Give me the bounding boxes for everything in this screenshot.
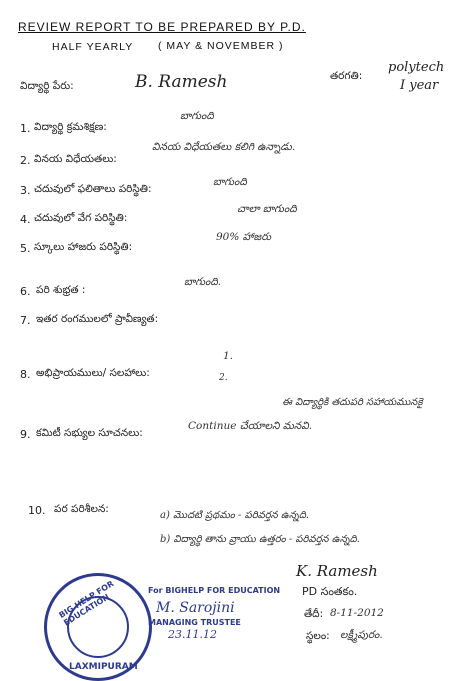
- item-number: 4.: [20, 213, 31, 226]
- item-answer-2: 2.: [219, 373, 228, 383]
- trustee-signature: M. Sarojini: [156, 600, 235, 616]
- item-answer-2: Continue చేయాలని మనవి.: [188, 420, 313, 432]
- item-number: 3.: [20, 184, 31, 197]
- item-answer: చాలా బాగుంది: [237, 203, 297, 215]
- item-answer: 90% హాజరు: [216, 231, 272, 243]
- item-label: పర పరిశీలన:: [54, 503, 109, 515]
- item-answer: బాగుంది: [180, 110, 214, 122]
- item-label: అభిప్రాయములు/ సలహాలు:: [36, 367, 150, 379]
- item-label: వినయ విధేయతలు:: [34, 153, 117, 165]
- report-period: ( MAY & NOVEMBER ): [158, 40, 284, 52]
- student-name-label: విద్యార్థి పేరు:: [20, 80, 74, 92]
- pd-place-value: లక్ష్మీపురం.: [340, 629, 383, 641]
- item-number: 8.: [20, 368, 31, 381]
- pd-signature: K. Ramesh: [296, 562, 378, 580]
- item-number: 9.: [20, 428, 31, 441]
- item-answer: a) మొదటి ప్రథమం - పరివర్తన ఉన్నది.: [160, 510, 310, 521]
- trustee-date: 23.11.12: [168, 628, 217, 641]
- item-label: కమిటీ సభ్యుల సూచనలు:: [36, 427, 143, 439]
- item-label: చదువులో ఫలితాలు పరిస్థితి:: [34, 183, 152, 195]
- report-subtitle: HALF YEARLY: [52, 41, 134, 53]
- item-number: 2.: [20, 154, 31, 167]
- trust-seal: [44, 573, 152, 681]
- item-number: 5.: [20, 242, 31, 255]
- pd-place-label: స్థలం:: [306, 630, 330, 642]
- item-number: 6.: [20, 285, 31, 298]
- item-label: ఇతర రంగములలో ప్రావీణ్యత:: [36, 313, 159, 325]
- item-number: 10.: [28, 504, 46, 517]
- stamp-org-line: For BIGHELP FOR EDUCATION: [148, 586, 281, 595]
- item-number: 7.: [20, 314, 31, 327]
- student-name-value: B. Ramesh: [135, 72, 228, 92]
- student-class-value: polytech: [388, 60, 445, 75]
- pd-date-value: 8-11-2012: [330, 607, 384, 619]
- seal-top-text: BIG HELP FOR EDUCATION: [57, 579, 116, 628]
- item-answer: 1.: [223, 350, 234, 362]
- student-class-label: తరగతి:: [330, 70, 363, 82]
- student-class-value-2: I year: [400, 78, 439, 93]
- item-answer-2: b) విద్యార్థి తాను వ్రాయు ఉత్తరం - పరివర్తన ఉన్నది.: [160, 534, 360, 545]
- report-title: REVIEW REPORT TO BE PREPARED BY P.D.: [18, 20, 306, 34]
- item-label: చదువులో వేగ పరిస్థితి:: [34, 212, 128, 224]
- item-label: పరి శుభ్రత :: [36, 284, 86, 296]
- item-answer: బాగుంది.: [184, 276, 222, 288]
- trustee-role: MANAGING TRUSTEE: [148, 618, 241, 627]
- pd-date-label: తేదీ:: [304, 608, 324, 620]
- item-label: స్కూలు హాజరు పరిస్థితి:: [34, 241, 133, 253]
- item-label: విద్యార్థి క్రమశిక్షణ:: [34, 121, 107, 133]
- item-number: 1.: [20, 122, 31, 135]
- item-answer: ఈ విద్యార్థికి తదుపరి సహాయమునకై: [282, 397, 423, 408]
- pd-sign-label: PD సంతకం.: [302, 585, 358, 598]
- seal-bottom-text: LAXMIPURAM: [69, 662, 138, 672]
- item-answer: బాగుంది: [213, 176, 247, 188]
- item-answer: వినయ విధేయతలు కలిగి ఉన్నాడు.: [152, 141, 296, 153]
